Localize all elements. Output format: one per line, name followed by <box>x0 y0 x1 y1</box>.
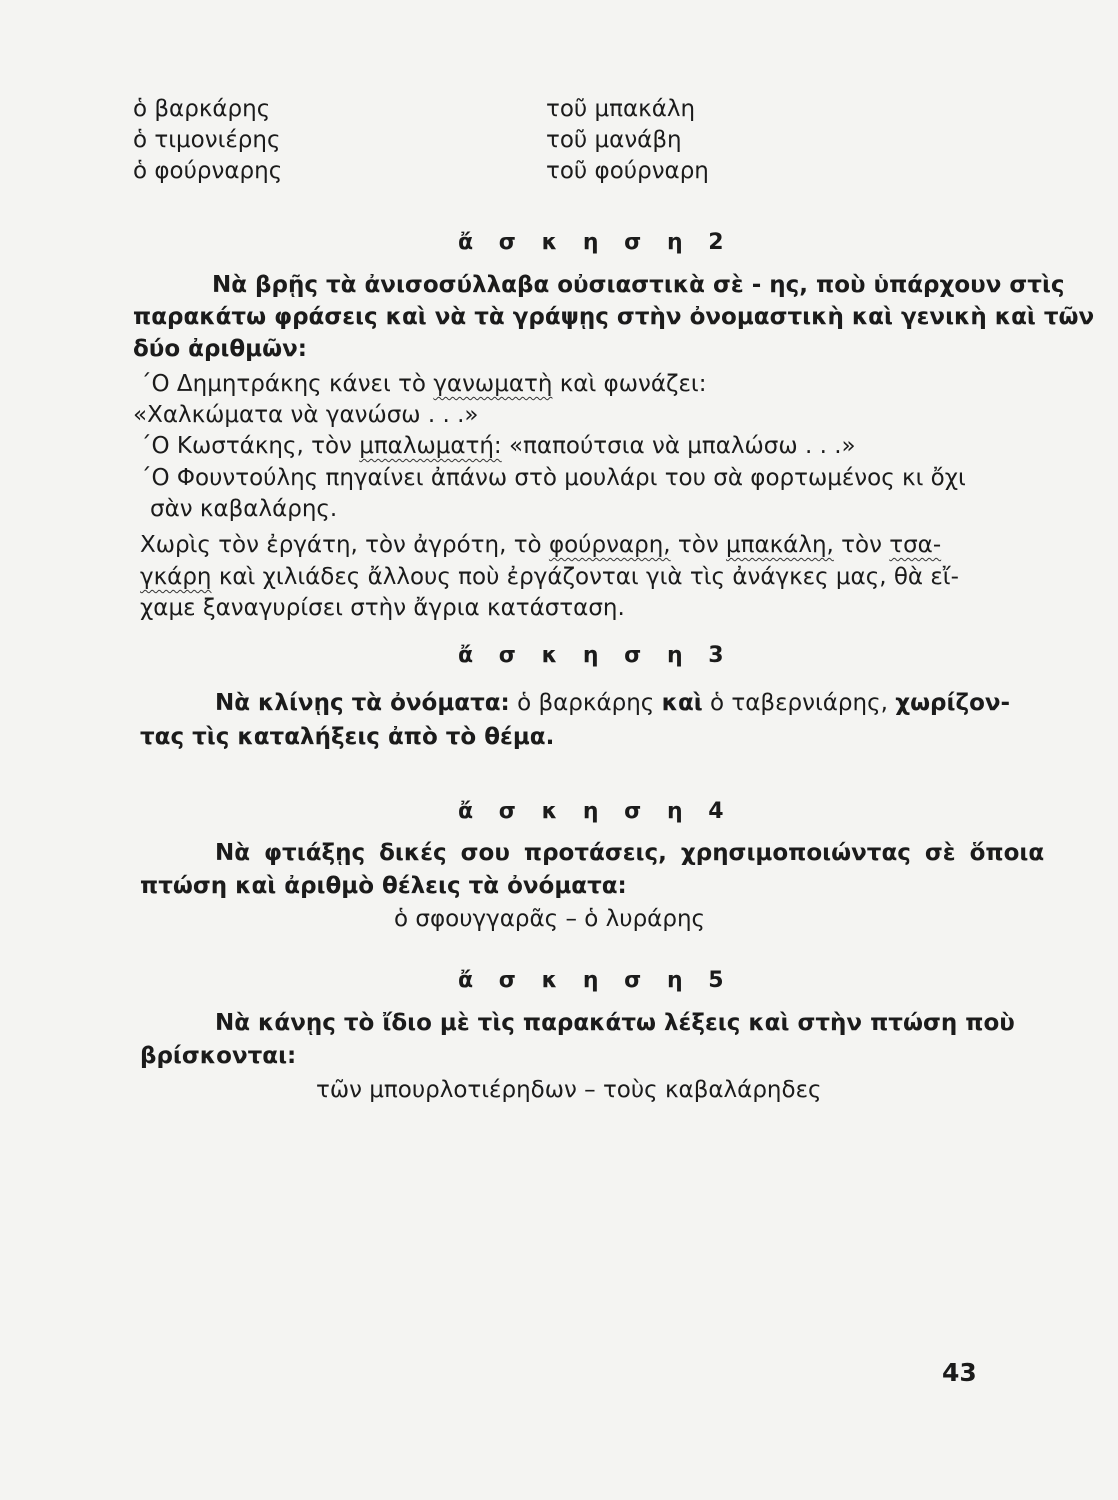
exercise-3-and: καὶ <box>661 690 703 716</box>
pair-left-3: ὁ φούρναρης <box>133 158 283 184</box>
exercise-5-heading: ἄ σ κ η σ η 5 <box>458 968 733 993</box>
exercise-5-instruction-line-2: βρίσκονται: <box>140 1043 297 1069</box>
exercise-2-sentence-3 <box>140 431 856 461</box>
pair-right-1: τοῦ μπακάλη <box>546 96 696 122</box>
exercise-4-words: ὁ σφουγγαρᾶς – ὁ λυράρης <box>394 906 706 932</box>
underlined-word-gkari: γκάρη <box>140 564 212 590</box>
exercise-2-sentence-4: ΄Ο Φουντούλης πηγαίνει ἀπάνω στὸ μουλάρι του σὰ φορτωμένος κι ὄχι <box>140 465 966 491</box>
underlined-word-mpakali: μπακάλη, <box>725 532 834 558</box>
pair-right-2: τοῦ μανάβη <box>546 127 682 153</box>
sentence-6-start: Χωρὶς τὸν ἐργάτη, τὸν ἀγρότη, τὸ <box>140 532 549 558</box>
exercise-3-instruction: Νὰ κλίνῃς τὰ ὀνόματα: <box>215 690 510 716</box>
pair-left-1: ὁ βαρκάρης <box>133 96 271 122</box>
exercise-2-sentence-2: «Χαλκώματα νὰ γανώσω . . .» <box>133 402 479 428</box>
sentence-3-end: «παπούτσια νὰ μπαλώσω . . .» <box>501 433 856 459</box>
underlined-word-ganomatis: γανωματὴ <box>433 371 553 397</box>
sentence-6-mid-2: τὸν <box>833 532 890 558</box>
exercise-3-noun-2: ὁ ταβερνιάρης, <box>702 690 896 716</box>
exercise-5-instruction-line-1: Νὰ κάνῃς τὸ ἴδιο μὲ τὶς παρακάτω λέξεις καὶ στὴν πτώση ποὺ <box>215 1010 1015 1036</box>
underlined-word-fournari: φούρναρη, <box>548 532 671 558</box>
pair-left-2: ὁ τιμονιέρης <box>133 127 281 153</box>
exercise-2-sentence-7 <box>140 562 959 592</box>
exercise-2-heading: ἄ σ κ η σ η 2 <box>458 230 733 255</box>
exercise-3-heading: ἄ σ κ η σ η 3 <box>458 643 733 668</box>
exercise-2-sentence-6 <box>140 530 941 560</box>
exercise-3-line-2: τας τὶς καταλήξεις ἀπὸ τὸ θέμα. <box>140 724 555 750</box>
exercise-2-sentence-1 <box>140 369 706 399</box>
exercise-2-sentence-8: χαμε ξαναγυρίσει στὴν ἄγρια κατάσταση. <box>140 595 625 621</box>
exercise-4-heading: ἄ σ κ η σ η 4 <box>458 799 733 824</box>
exercise-3-noun-1: ὁ βαρκάρης <box>509 690 662 716</box>
exercise-2-instruction-line-1: Νὰ βρῇς τὰ ἀνισοσύλλαβα οὐσιαστικὰ σὲ - ης, ποὺ ὑπάρχουν στὶς <box>212 272 1065 298</box>
exercise-4-instruction-line-2: πτώση καὶ ἀριθμὸ θέλεις τὰ ὀνόματα: <box>140 873 627 899</box>
exercise-2-sentence-5: σὰν καβαλάρης. <box>150 496 338 522</box>
exercise-3-instruction-cont: χωρίζον- <box>895 690 1011 716</box>
exercise-2-instruction-line-3: δύο ἀριθμῶν: <box>133 336 307 362</box>
pair-right-3: τοῦ φούρναρη <box>546 158 709 184</box>
sentence-1-start: ΄Ο Δημητράκης κάνει τὸ <box>140 371 434 397</box>
exercise-4-instruction-line-1: Νὰ φτιάξῃς δικές σου προτάσεις, χρησιμοποιώντας σὲ ὅποια <box>215 840 1045 866</box>
exercise-5-words: τῶν μπουρλοτιέρηδων – τοὺς καβαλάρηδες <box>316 1077 822 1103</box>
underlined-word-tsa: τσα- <box>889 532 942 558</box>
page-number: 43 <box>942 1358 977 1387</box>
underlined-word-mpalomatis: μπαλωματή: <box>359 433 502 459</box>
exercise-2-instruction-line-2: παρακάτω φράσεις καὶ νὰ τὰ γράψῃς στὴν ὀνομαστικὴ καὶ γενικὴ καὶ τῶν <box>133 304 1095 330</box>
sentence-6-mid-1: τὸν <box>670 532 726 558</box>
sentence-1-end: καὶ φωνάζει: <box>552 371 707 397</box>
exercise-3-line-1 <box>215 688 1010 718</box>
sentence-7-rest: καὶ χιλιάδες ἄλλους ποὺ ἐργάζονται γιὰ τὶς ἀνάγκες μας, θὰ εἴ- <box>211 564 959 590</box>
sentence-3-start: ΄Ο Κωστάκης, τὸν <box>140 433 360 459</box>
